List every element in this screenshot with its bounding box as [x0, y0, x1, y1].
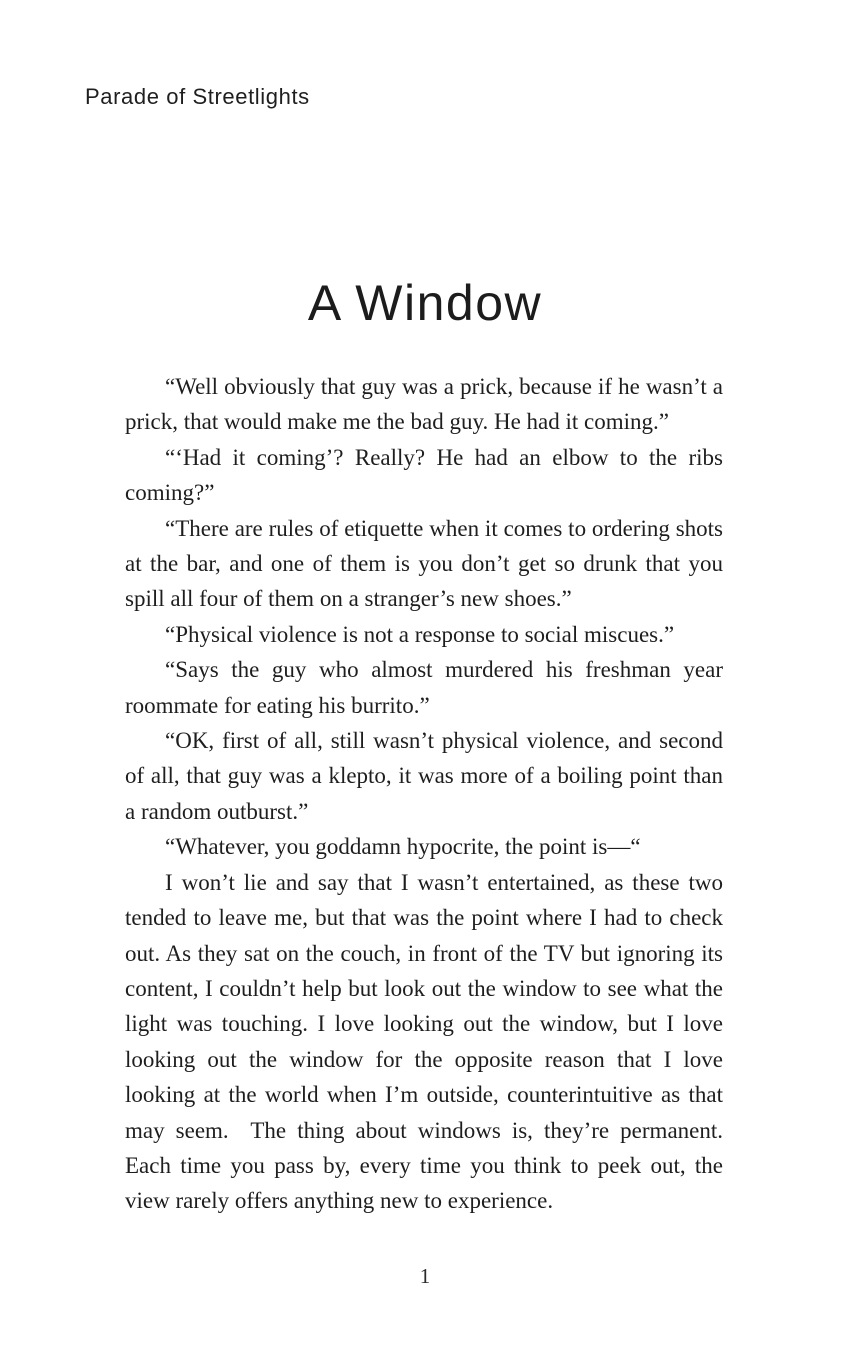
paragraph: “Says the guy who almost murdered his freshman year roommate for eating his burrito.” — [125, 657, 723, 718]
running-header: Parade of Streetlights — [85, 84, 310, 109]
page-number: 1 — [419, 1264, 431, 1288]
paragraph: “OK, first of all, still wasn’t physical violence, and second of all, that guy was a klepto, it was more of a boiling point than a random outburst.” — [125, 728, 723, 824]
paragraph: “There are rules of etiquette when it comes to ordering shots at the bar, and one of them is you don’t get so drunk that you spill all four of them on a stranger’s new shoes.” — [125, 515, 723, 612]
paragraph: “Whatever, you goddamn hypocrite, the point is—“ — [165, 834, 641, 860]
chapter-title: A Window — [307, 274, 543, 331]
paragraph: “‘Had it coming’? Really? He had an elbow to the ribs coming?” — [125, 444, 723, 506]
body-text — [125, 369, 723, 1219]
paragraph: “Well obviously that guy was a prick, because if he wasn’t a prick, that would make me the bad guy. He had it coming.” — [125, 374, 723, 435]
paragraph: I won’t lie and say that I wasn’t entertained, as these two tended to leave me, but that was the point where I had to check out. As they sat on the couch, in front of the TV but ignoring its content, I couldn’t help but look out the window to see what the light was touching. I love looking out the window, but I love looking out the window for the opposite reason that I love looking at the world when I’m outside, counterintuitive as that may seem. The thing about windows is, they’re permanent. Each time you pass by, every time you think to peek out, the view rarely offers anything new to experience. — [125, 869, 723, 1214]
paragraph: “Physical violence is not a response to social miscues.” — [165, 621, 675, 647]
